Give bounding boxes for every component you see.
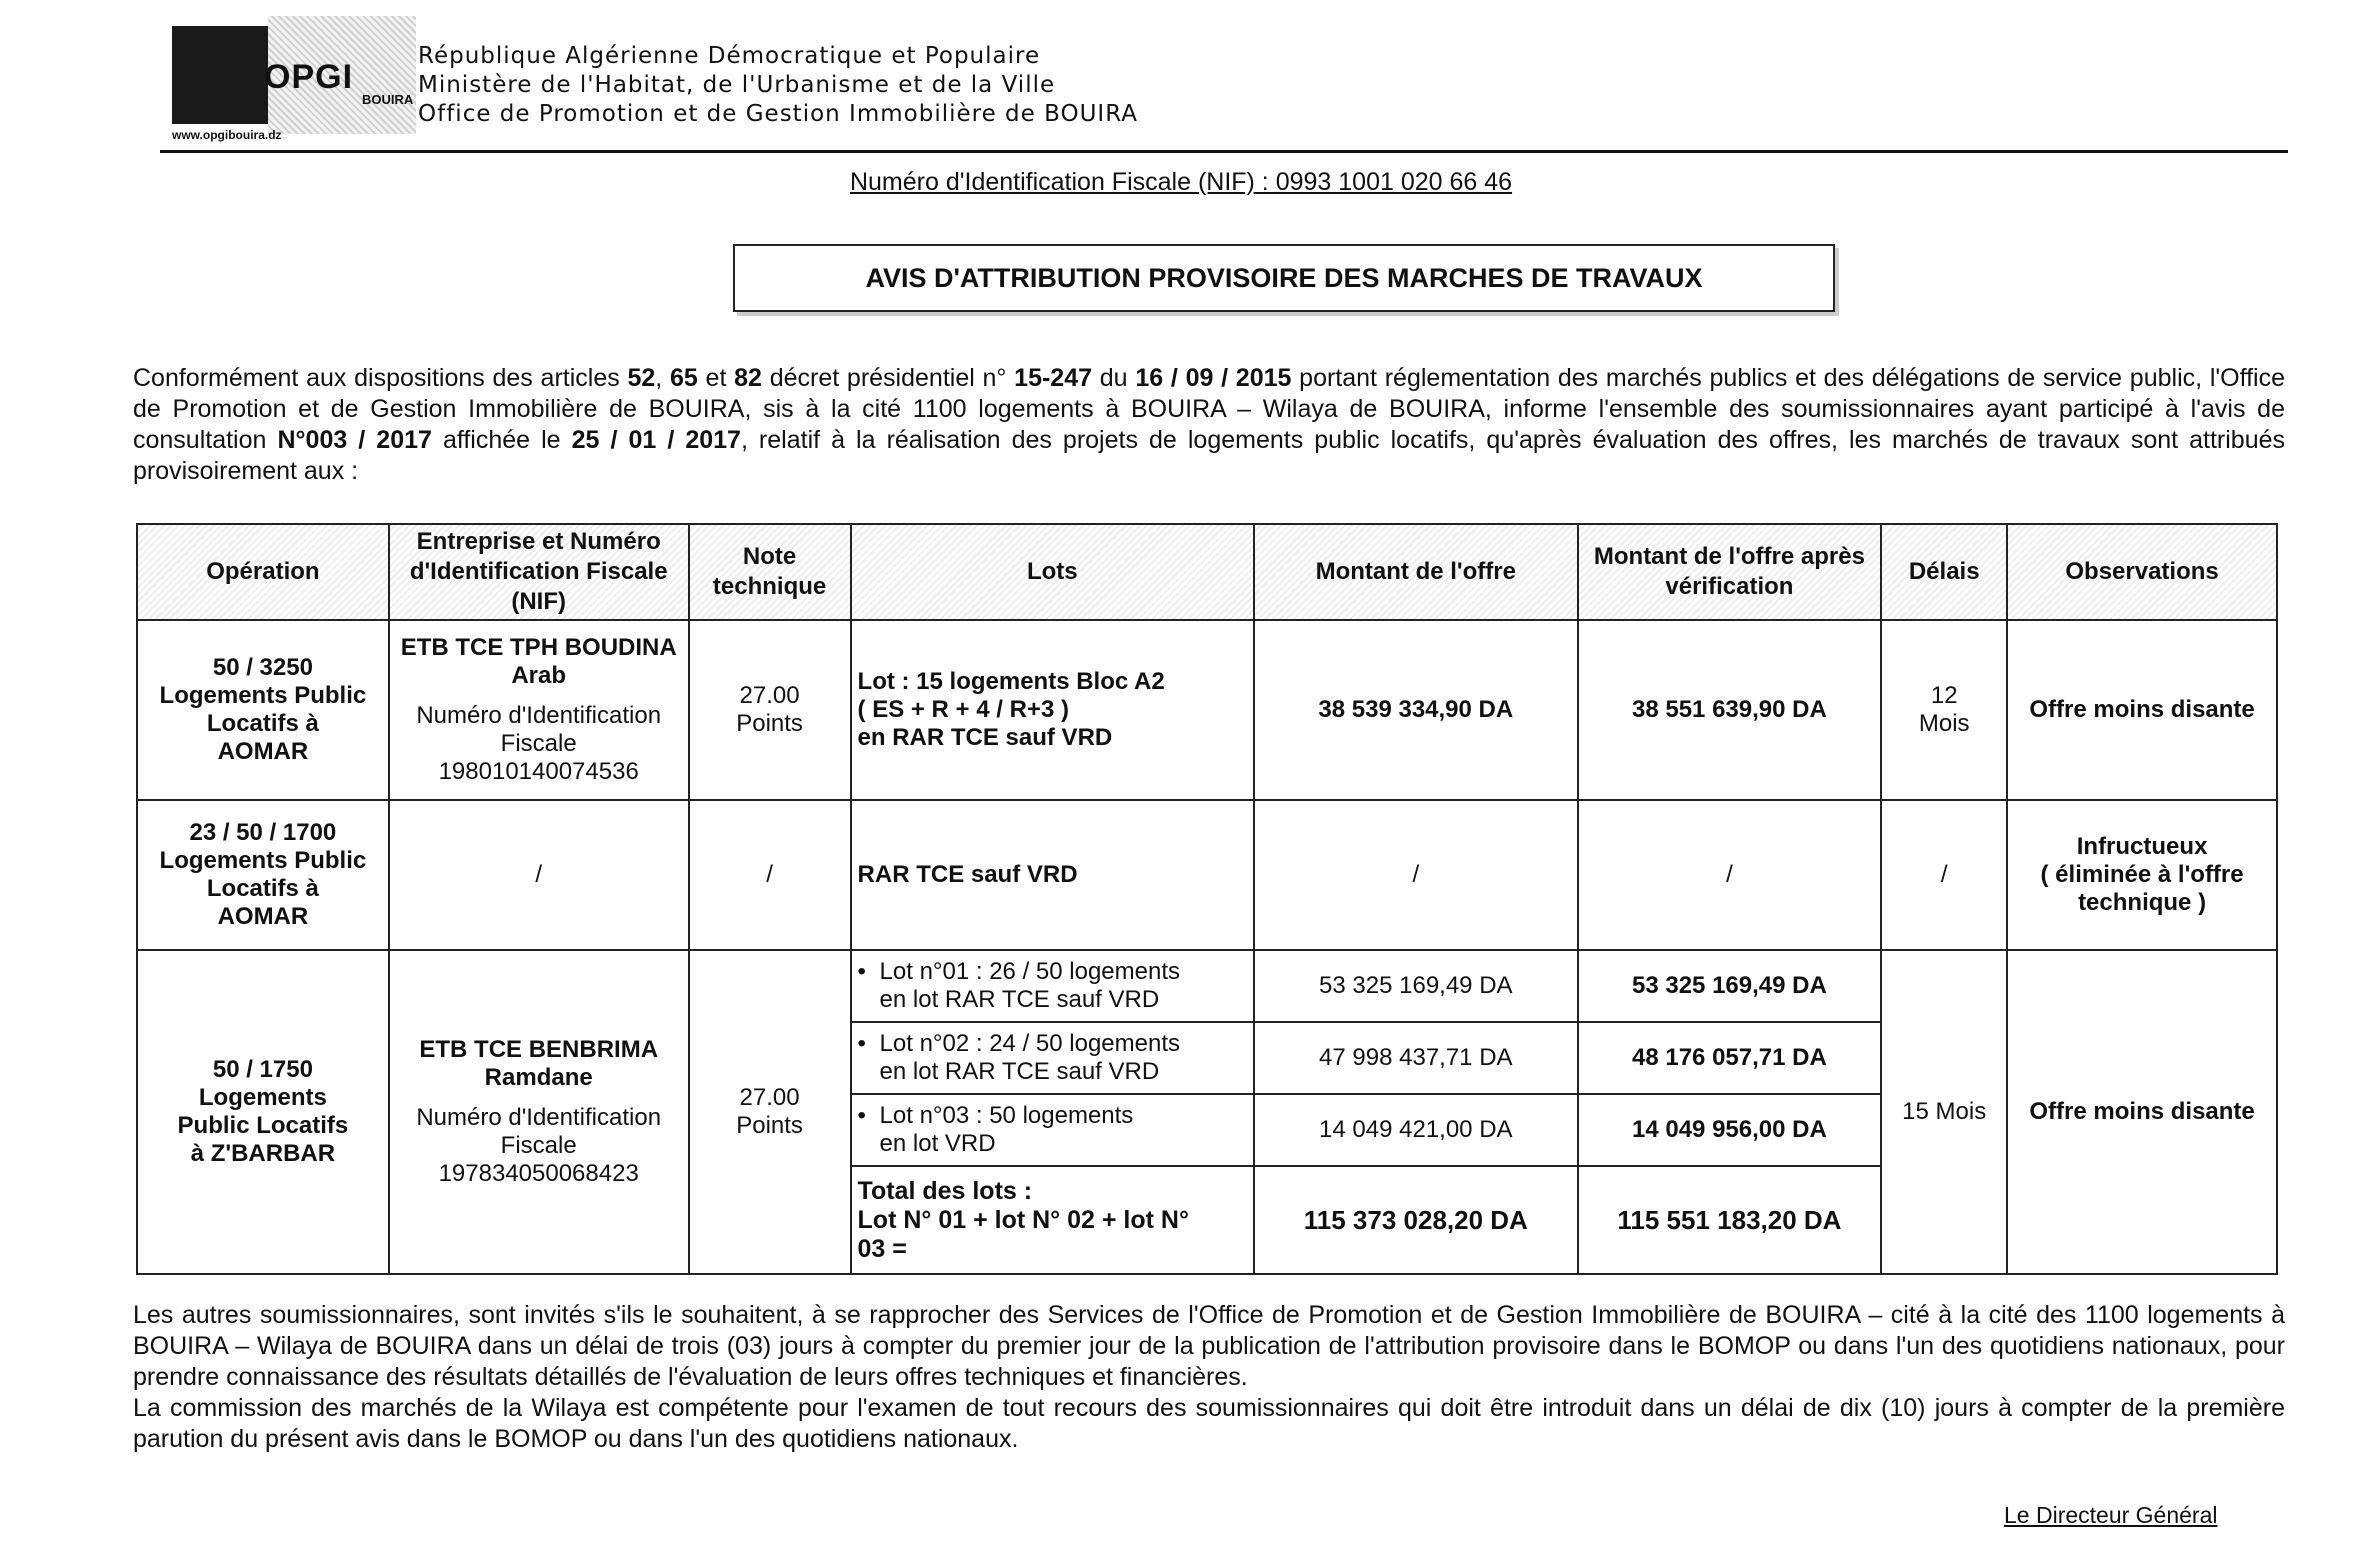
opgi-logo — [172, 12, 420, 140]
nif-label: Numéro d'Identification Fiscale — [416, 1104, 662, 1159]
intro-paragraph: Conformément aux dispositions des articles 52, 65 et 82 décret présidentiel n° 15-247 du 16 / 09 / 2015 portant réglementation des marchés publics et des délégations de service public, l'Office de Promotion et de Gestion Immobilière de BOUIRA, sis à la cité 1100 logements à BOUIRA – Wilaya de BOUIRA, informe l'ensemble des soumissionnaires ayant participé à l'avis de consultation N°003 / 2017 affichée le 25 / 01 / 2017, relatif à la réalisation des projets de logements public locatifs, qu'après évaluation des offres, les marchés de travaux sont attribués provisoirement aux : — [133, 364, 2286, 485]
header-divider — [160, 150, 2288, 153]
col-header-lots: Lots — [851, 524, 1254, 620]
total-label-cell: Total des lots : Lot N° 01 + lot N° 02 + lot N° 03 = — [851, 1166, 1254, 1274]
fiscal-id-line: Numéro d'Identification Fiscale (NIF) : 0993 1001 020 66 46 — [849, 168, 1513, 196]
bullet-icon: • — [857, 1030, 866, 1057]
col-header-amount-verified: Montant de l'offre après vérification — [1578, 524, 1882, 620]
col-header-amount: Montant de l'offre — [1254, 524, 1578, 620]
col-header-company: Entreprise et Numéro d'Identification Fiscale (NIF) — [389, 524, 689, 620]
nif-value: 197834050068423 — [438, 1160, 639, 1187]
attribution-table — [136, 523, 2278, 1275]
col-header-delay: Délais — [1881, 524, 2007, 620]
note-cell: / — [689, 800, 851, 950]
col-header-operation: Opération — [137, 524, 389, 620]
amount-verified-cell: 53 325 169,49 DA — [1578, 950, 1882, 1022]
col-header-observations: Observations — [2007, 524, 2277, 620]
company-name: ETB TCE BENBRIMA Ramdane — [419, 1036, 659, 1091]
company-name: ETB TCE TPH BOUDINA Arab — [400, 634, 677, 689]
lot-cell: RAR TCE sauf VRD — [851, 800, 1254, 950]
lot-cell: Lot : 15 logements Bloc A2 ( ES + R + 4 / R+3 ) en RAR TCE sauf VRD — [851, 620, 1254, 800]
amount-cell: 47 998 437,71 DA — [1254, 1022, 1578, 1094]
bullet-icon: • — [857, 1102, 866, 1129]
org-line-office: Office de Promotion et de Gestion Immobilière de BOUIRA — [418, 101, 1138, 127]
observation-cell: Offre moins disante — [2007, 950, 2277, 1274]
table-row — [137, 800, 2277, 950]
amount-cell: 53 325 169,49 DA — [1254, 950, 1578, 1022]
operation-cell: 50 / 1750 Logements Public Locatifs à Z'BARBAR — [137, 950, 389, 1274]
lot-item-cell: • Lot n°01 : 26 / 50 logements en lot RAR TCE sauf VRD — [851, 950, 1254, 1022]
footer-paragraph: La commission des marchés de la Wilaya est compétente pour l'examen de tout recours des soumissionnaires qui doit être introduit dans un délai de dix (10) jours à compter de la première parution du présent avis dans le BOMOP ou dans l'un des quotidiens nationaux. — [133, 1394, 2285, 1453]
org-line-republic: République Algérienne Démocratique et Populaire — [418, 43, 1041, 69]
bullet-icon: • — [857, 958, 866, 985]
operation-cell: 50 / 3250 Logements Public Locatifs à AOMAR — [137, 620, 389, 800]
observation-cell: Infructueux ( éliminée à l'offre technique ) — [2007, 800, 2277, 950]
amount-verified-cell: 38 551 639,90 DA — [1578, 620, 1882, 800]
note-cell: 27.00 Points — [689, 950, 851, 1274]
table-header-row — [137, 524, 2277, 620]
amount-verified-cell: 14 049 956,00 DA — [1578, 1094, 1882, 1166]
letterhead — [160, 8, 2290, 148]
logo-url: www.opgibouira.dz — [172, 128, 282, 142]
organization-block — [418, 42, 1138, 129]
logo-subtext: BOUIRA — [362, 92, 414, 107]
amount-cell: 14 049 421,00 DA — [1254, 1094, 1578, 1166]
company-cell: / — [389, 800, 689, 950]
lot-item-cell: • Lot n°03 : 50 logements en lot VRD — [851, 1094, 1254, 1166]
operation-cell: 23 / 50 / 1700 Logements Public Locatifs à AOMAR — [137, 800, 389, 950]
logo-text: OPGI — [264, 58, 354, 96]
signature-label: Le Directeur Général — [2004, 1502, 2218, 1528]
delay-cell: / — [1881, 800, 2007, 950]
col-header-note: Note technique — [689, 524, 851, 620]
total-amount-cell: 115 373 028,20 DA — [1254, 1166, 1578, 1274]
note-cell: 27.00 Points — [689, 620, 851, 800]
footer-text — [133, 1300, 2285, 1455]
nif-label: Numéro d'Identification Fiscale — [416, 702, 662, 757]
company-cell — [389, 950, 689, 1274]
table-row — [137, 950, 2277, 1022]
amount-cell: / — [1254, 800, 1578, 950]
observation-cell: Offre moins disante — [2007, 620, 2277, 800]
document-title: AVIS D'ATTRIBUTION PROVISOIRE DES MARCHES DE TRAVAUX — [733, 244, 1835, 312]
amount-verified-cell: 48 176 057,71 DA — [1578, 1022, 1882, 1094]
table-row — [137, 620, 2277, 800]
footer-paragraph: Les autres soumissionnaires, sont invités s'ils le souhaitent, à se rapprocher des Services de l'Office de Promotion et de Gestion Immobilière de BOUIRA – cité à la cité des 1100 logements à BOUIRA – Wilaya de BOUIRA dans un délai de trois (03) jours à compter du premier jour de la publication de l'attribution provisoire dans le BOMOP ou dans l'un des quotidiens nationaux, pour prendre connaissance des résultats détaillés de l'évaluation de leurs offres techniques et financières. — [133, 1301, 2285, 1391]
amount-verified-cell: / — [1578, 800, 1882, 950]
delay-cell: 12 Mois — [1881, 620, 2007, 800]
org-line-ministry: Ministère de l'Habitat, de l'Urbanisme et de la Ville — [418, 72, 1056, 98]
total-verified-cell: 115 551 183,20 DA — [1578, 1166, 1882, 1274]
nif-value: 198010140074536 — [438, 758, 639, 785]
amount-cell: 38 539 334,90 DA — [1254, 620, 1578, 800]
lot-item-cell: • Lot n°02 : 24 / 50 logements en lot RAR TCE sauf VRD — [851, 1022, 1254, 1094]
delay-cell: 15 Mois — [1881, 950, 2007, 1274]
company-cell — [389, 620, 689, 800]
